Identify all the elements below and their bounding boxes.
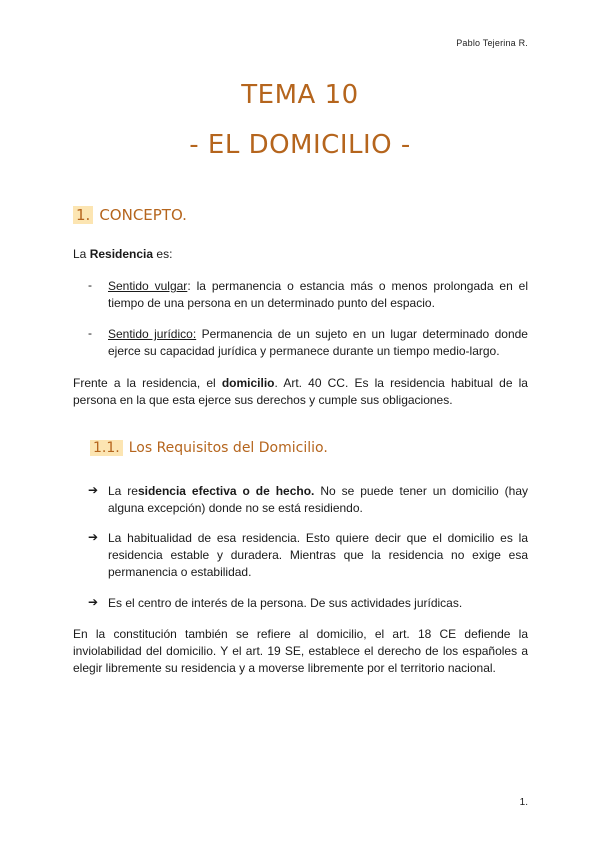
intro-bold: Residencia	[89, 247, 154, 261]
item-text: La habitualidad de esa residencia. Esto quiere decir que el domicilio es la residencia estable y duradera. Mientras que la residencia no exige esa permanencia o estabilidad.	[108, 531, 528, 579]
dash-bullet: -	[88, 278, 92, 292]
item-text: : la permanencia o estancia más o menos prolongada en el tiempo de una persona en un determinado punto del espacio.	[108, 279, 529, 310]
subsection-number: 1.1.	[90, 440, 123, 456]
list-item	[108, 595, 528, 612]
list-item	[108, 483, 528, 517]
list-item	[108, 326, 528, 360]
list-item	[108, 530, 528, 581]
arrow-icon: ➔	[88, 595, 99, 609]
item-label: Sentido jurídico:	[108, 327, 197, 341]
item-text: La re	[108, 484, 138, 498]
page-title: TEMA 10	[241, 80, 359, 110]
domicilio-paragraph	[73, 375, 528, 409]
section-title: CONCEPTO.	[99, 206, 187, 224]
intro-text: La	[73, 247, 90, 261]
intro-text-end: es:	[153, 247, 173, 261]
page-number: 1.	[519, 797, 528, 808]
subsection-heading-requisitos	[90, 440, 328, 456]
para-text-end: . Art. 40 CC. Es la residencia habitual de la persona en la que esta ejerce sus derechos y cumple sus obligaciones.	[73, 376, 528, 407]
item-bold: sidencia efectiva o de hecho.	[137, 484, 315, 498]
section-heading-concepto	[73, 206, 187, 224]
author-name: Pablo Tejerina R.	[456, 38, 528, 48]
para-bold: domicilio	[221, 376, 275, 390]
item-text: Permanencia de un sujeto en un lugar determinado donde ejerce su capacidad jurídica y permanece durante un tiempo medio-largo.	[108, 327, 528, 358]
arrow-icon: ➔	[88, 530, 99, 544]
section-number: 1.	[73, 206, 93, 224]
residencia-intro	[73, 246, 528, 263]
list-item	[108, 278, 528, 312]
para-text: Frente a la residencia, el	[73, 376, 222, 390]
constitution-paragraph: En la constitución también se refiere al domicilio, el art. 18 CE defiende la inviolabilidad del domicilio. Y el art. 19 SE, establece el derecho de los españoles a elegir libremente su residencia y a moverse libremente por el territorio nacional.	[73, 627, 528, 675]
item-label: Sentido vulgar	[108, 279, 188, 293]
subsection-title: Los Requisitos del Domicilio.	[128, 440, 328, 456]
item-text: Es el centro de interés de la persona. De sus actividades jurídicas.	[108, 596, 463, 610]
page-subtitle: - EL DOMICILIO -	[189, 130, 411, 160]
arrow-icon: ➔	[88, 483, 99, 497]
item-text-end: No se puede tener un domicilio (hay alguna excepción) donde no se está residiendo.	[108, 484, 528, 515]
dash-bullet: -	[88, 326, 92, 340]
